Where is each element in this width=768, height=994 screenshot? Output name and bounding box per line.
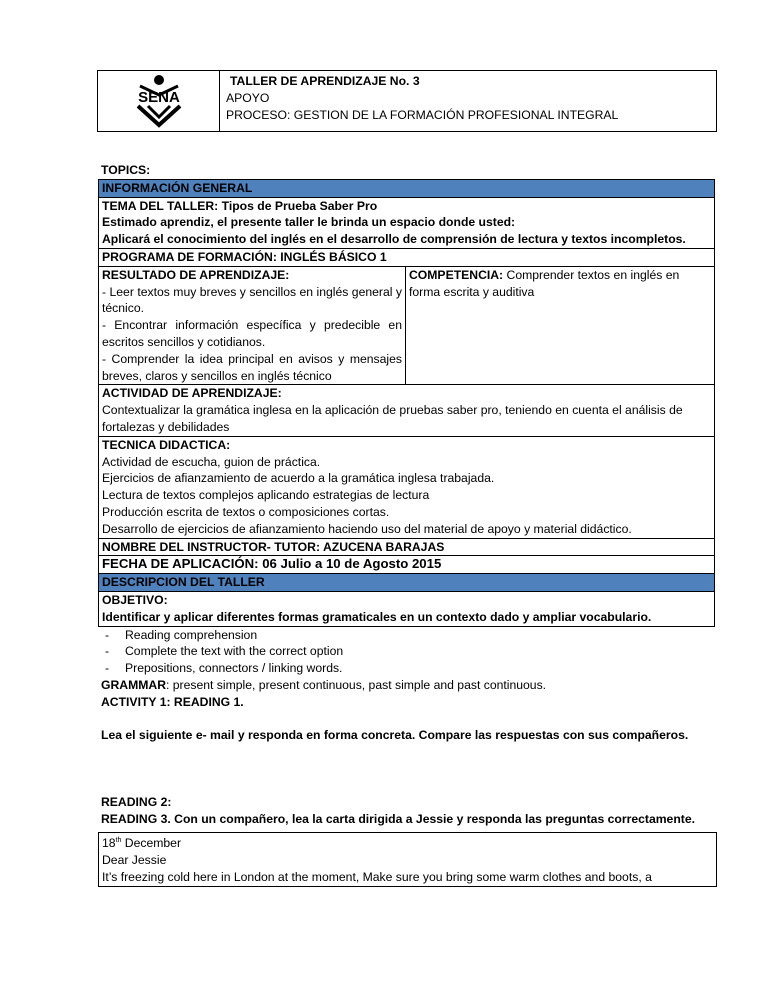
resultado-item: - Leer textos muy breves y sencillos en inglés general y técnico. xyxy=(102,284,402,316)
competencia-label: COMPETENCIA: xyxy=(409,267,504,282)
letter-box xyxy=(98,832,717,886)
workshop-subtitle: APOYO xyxy=(226,91,270,105)
actividad-text: Contextualizar la gramática inglesa en la aplicación de pruebas saber pro, teniendo en cuenta el análisis de fortalezas y debilidades xyxy=(102,403,683,434)
reading-3-heading: READING 3. Con un compañero, lea la carta dirigida a Jessie y responda las preguntas correctamente. xyxy=(101,812,695,827)
activity-1-heading: ACTIVITY 1: READING 1. xyxy=(101,694,244,709)
tema-taller: TEMA DEL TALLER: Tipos de Prueba Saber Pro xyxy=(102,198,378,213)
resultado-item: - Comprender la idea principal en avisos y mensajes breves, claros y sencillos en inglés técnico xyxy=(102,351,402,383)
fecha-aplicacion: FECHA DE APLICACIÓN: 06 Julio a 10 de Agosto 2015 xyxy=(99,556,715,574)
tecnica-item: Lectura de textos complejos aplicando estrategias de lectura xyxy=(102,488,430,503)
topic-list xyxy=(101,627,717,677)
svg-text:SENA: SENA xyxy=(137,89,180,106)
resultado-item: - Encontrar información específica y predecible en escritos sencillos y cotidianos. xyxy=(102,318,402,349)
grammar-text: : present simple, present continuous, past simple and past continuous. xyxy=(166,677,547,692)
competencia-text: Comprender textos en inglés en forma escrita y auditiva xyxy=(409,267,680,299)
list-item: - Prepositions, connectors / linking words. xyxy=(101,660,717,677)
descripcion-heading: DESCRIPCION DEL TALLER xyxy=(99,574,715,592)
aplicara-text: Aplicará el conocimiento del inglés en el desarrollo de comprensión de lectura y textos incompletos. xyxy=(102,232,686,247)
tecnica-item: Actividad de escucha, guion de práctica. xyxy=(102,454,321,469)
tecnica-item: Desarrollo de ejercicios de afianzamiento haciendo uso del material de apoyo y material didáctico. xyxy=(102,521,632,536)
process-line: PROCESO: GESTION DE LA FORMACIÓN PROFESIONAL INTEGRAL xyxy=(226,108,619,122)
lea-instruction: Lea el siguiente e- mail y responda en forma concreta. Compare las respuestas con sus compañeros. xyxy=(101,728,689,743)
letter-greeting: Dear Jessie xyxy=(102,852,167,867)
tecnica-title: TECNICA DIDACTICA: xyxy=(102,437,231,452)
grammar-label: GRAMMAR xyxy=(101,677,166,692)
letter-body: It’s freezing cold here in London at the moment, Make sure you bring some warm clothes and boots, a xyxy=(102,869,652,884)
objetivo-text: Identificar y aplicar diferentes formas gramaticales en un contexto dado y ampliar vocabulario. xyxy=(102,609,652,624)
instructor-name: NOMBRE DEL INSTRUCTOR- TUTOR: AZUCENA BARAJAS xyxy=(99,538,715,556)
list-item: - Complete the text with the correct option xyxy=(101,643,717,660)
tecnica-item: Ejercicios de afianzamiento de acuerdo a la gramática inglesa trabajada. xyxy=(102,471,495,486)
general-info-heading: INFORMACIÓN GENERAL xyxy=(99,179,715,197)
objetivo-title: OBJETIVO: xyxy=(102,592,168,607)
resultado-title: RESULTADO DE APRENDIZAJE: xyxy=(102,267,290,282)
sena-logo-icon xyxy=(126,73,192,129)
programa-formacion: PROGRAMA DE FORMACIÓN: INGLÉS BÁSICO 1 xyxy=(99,248,715,266)
workshop-title: TALLER DE APRENDIZAJE No. 3 xyxy=(230,74,420,88)
estimado-text: Estimado aprendiz, el presente taller le brinda un espacio donde usted: xyxy=(102,215,516,230)
topics-label: TOPICS: xyxy=(101,163,151,177)
sena-logo xyxy=(98,71,220,131)
document-header xyxy=(97,70,717,132)
actividad-title: ACTIVIDAD DE APRENDIZAJE: xyxy=(102,386,282,401)
tecnica-item: Producción escrita de textos o composiciones cortas. xyxy=(102,504,390,519)
document-body xyxy=(101,162,717,887)
list-item: - Reading comprehension xyxy=(101,627,717,644)
general-info-table xyxy=(98,179,715,627)
reading-2-heading: READING 2: xyxy=(101,795,172,810)
letter-day-suffix: th xyxy=(115,837,122,845)
letter-day: 18 xyxy=(102,836,116,851)
letter-month: December xyxy=(121,836,182,851)
